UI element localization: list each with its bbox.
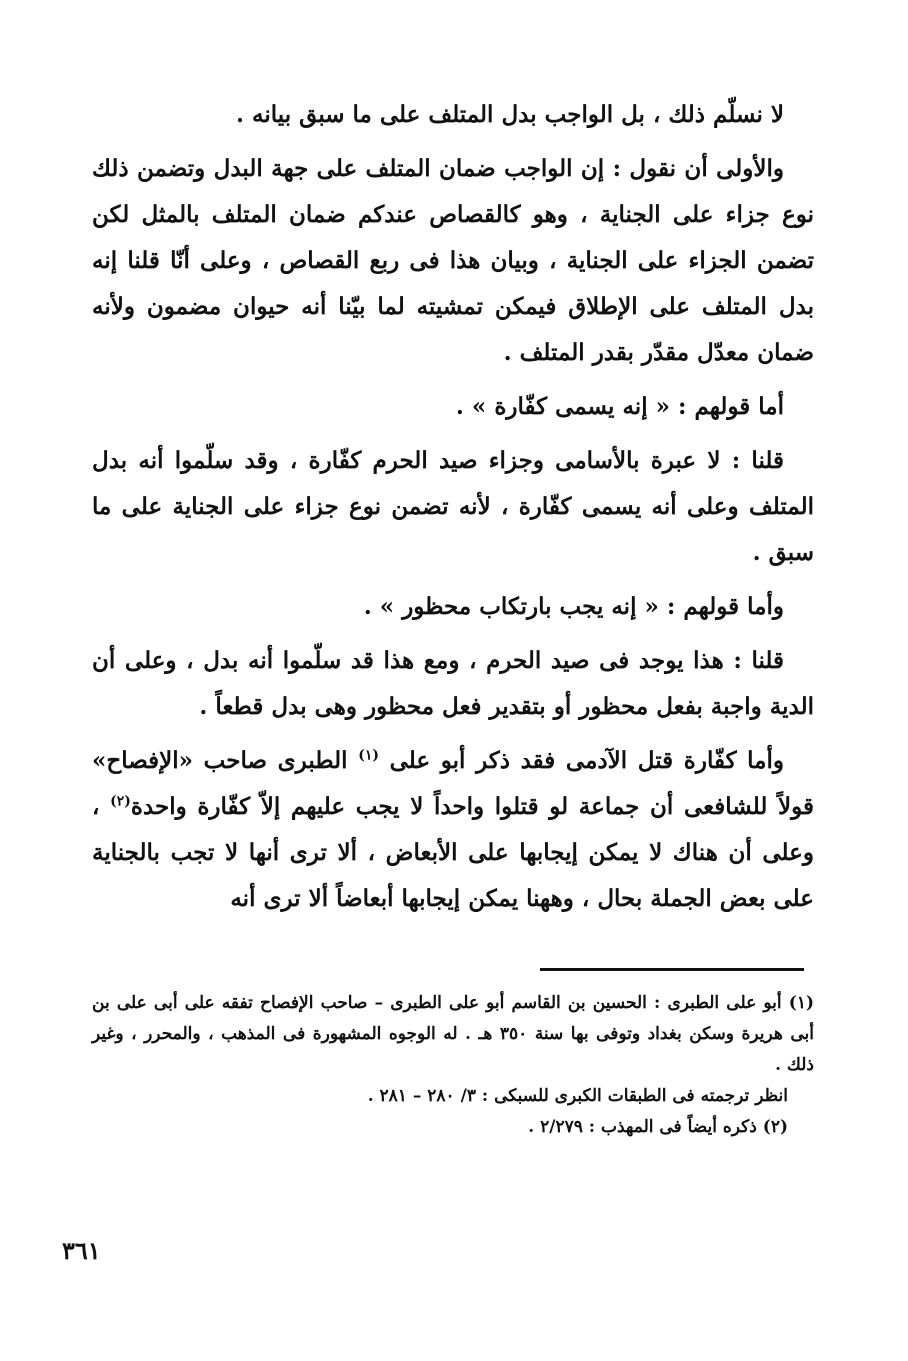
paragraph: أما قولهم : « إنه يسمى كفّارة » .: [455, 393, 784, 420]
footnote: (٢) ذكره أيضاً فى المهذب : ٢/٢٧٩ .: [528, 1117, 788, 1137]
paragraph-text: وأما كفّارة قتل الآدمى فقد ذكر أبو على: [378, 747, 784, 774]
footnote-ref[interactable]: (٢): [110, 793, 131, 810]
footnote: (١) أبو على الطبرى : الحسين بن القاسم أبو على الطبرى – صاحب الإفصاح تفقه على أبى على بن أبى هريرة وسكن بغداد وتوفى بها سنة ٣٥٠ هـ . له الوجوه المشهورة فى المذهب ، والمحرر ، وغير ذلك .: [92, 993, 815, 1075]
page-number: ٣٦١: [62, 1236, 101, 1265]
paragraph-text: ، وعلى أن هناك لا يمكن إيجابها على الأبعاض ، ألا ترى أنها لا تجب بالجناية على بعض الجملة بحال ، وههنا يمكن إيجابها أبعاضاً ألا ترى أنه: [92, 793, 814, 912]
paragraph: [92, 738, 814, 922]
paragraph-text: الطبرى صاحب «الإفصاح» قولاً للشافعى أن جماعة لو قتلوا واحداً لا يجب عليهم إلاّ كفّارة واحدة: [92, 747, 815, 820]
footnotes: [92, 988, 814, 1143]
footnote: انظر ترجمته فى الطبقات الكبرى للسبكى : ٣/ ٢٨٠ – ٢٨١ .: [367, 1086, 788, 1106]
footnote-divider: [540, 968, 804, 971]
paragraph: قلنا : لا عبرة بالأسامى وجزاء صيد الحرم كفّارة ، وقد سلّموا أنه بدل المتلف وعلى أنه يسمى كفّارة ، لأنه تضمن نوع جزاء على الجناية على ما سبق .: [92, 447, 814, 566]
paragraph: لا نسلّم ذلك ، بل الواجب بدل المتلف على ما سبق بيانه .: [236, 101, 784, 128]
main-text: [92, 92, 814, 930]
footnote-ref[interactable]: (١): [358, 747, 379, 764]
paragraph: وأما قولهم : « إنه يجب بارتكاب محظور » .: [363, 593, 784, 620]
paragraph: والأولى أن نقول : إن الواجب ضمان المتلف على جهة البدل وتضمن ذلك نوع جزاء على الجناية ، وهو كالقصاص عندكم ضمان المتلف بالمثل لكن تضمن الجزاء على الجناية ، وبيان هذا فى ربع القصاص ، وعلى أنّا قلنا إنه بدل المتلف على الإطلاق فيمكن تمشيته لما بيّنا أنه حيوان مضمون ولأنه ضمان معدّل مقدّر بقدر المتلف .: [92, 155, 814, 366]
paragraph: قلنا : هذا يوجد فى صيد الحرم ، ومع هذا قد سلّموا أنه بدل ، وعلى أن الدية واجبة بفعل محظور أو بتقدير فعل محظور وهى بدل قطعاً .: [92, 647, 814, 720]
